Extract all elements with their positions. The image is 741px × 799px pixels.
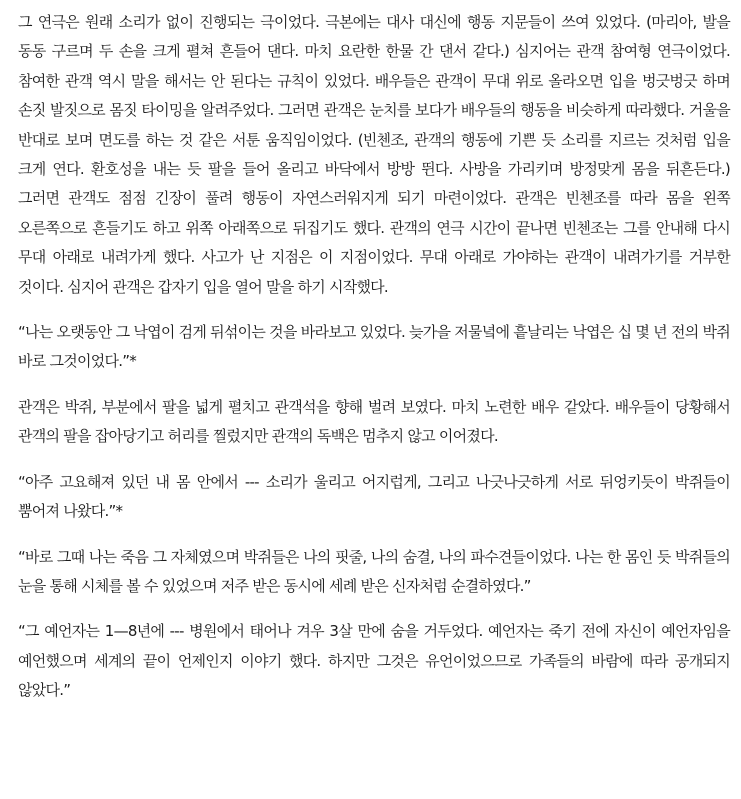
paragraph-quote-leaves: “나는 오랫동안 그 낙엽이 검게 뒤섞이는 것을 바라보고 있었다. 늦가을 저물녘에 흩날리는 낙엽은 십 몇 년 전의 박쥐 바로 그것이었다.”* [18,323,730,371]
article-body [18,8,730,706]
paragraph-quote-bats: “아주 고요해져 있던 내 몸 안에서 --- 소리가 울리고 어지럽게, 그리고 나긋나긋하게 서로 뒤엉키듯이 박쥐들이 뿜어져 나왔다.”* [18,472,730,521]
paragraph-quote-prophet: “그 예언자는 1—8년에 --- 병원에서 태어나 겨우 3살 만에 숨을 거두었다. 예언자는 죽기 전에 자신이 예언자임을 예언했으며 세계의 끝이 언제인지 이야기 했다. 하지만 그것은 유언이었으므로 가족들의 바람에 따라 공개되지 않았다.” [18,622,730,700]
paragraph-play-description: 그 연극은 원래 소리가 없이 진행되는 극이었다. 극본에는 대사 대신에 행동 지문들이 쓰여 있었다. (마리아, 발을 동동 구르며 두 손을 크게 펼쳐 흔들어 댄다. 마치 요란한 한물 간 댄서 같다.) 심지어는 관객 참여형 연극이었다. 참여한 관객 역시 말을 해서는 안 된다는 규칙이 있었다. 배우들은 관객이 무대 위로 올라오면 입을 벙긋벙긋 하며 손짓 발짓으로 몸짓 타이밍을 알려주었다. 그러면 관객은 눈치를 보다가 배우들의 행동을 비슷하게 따라했다. 거울을 반대로 보며 면도를 하는 것 같은 서툰 움직임이었다. (빈첸조, 관객의 행동에 기쁜 듯 소리를 지르는 것처럼 입을 크게 연다. 환호성을 내는 듯 팔을 들어 올리고 바닥에서 방방 뛴다. 사방을 가리키며 방정맞게 몸을 뒤흔든다.) 그러면 관객도 점점 긴장이 풀려 행동이 자연스러워지게 되기 마련이었다. 관객은 빈첸조를 따라 몸을 왼쪽 오른쪽으로 흔들기도 하고 위쪽 아래쪽으로 뒤집기도 했다. 관객의 연극 시간이 끝나면 빈첸조는 그를 안내해 다시 무대 아래로 내려가게 했다. 사고가 난 지점은 이 지점이었다. 무대 아래로 가야하는 관객이 내려가기를 거부한 것이다. 심지어 관객은 갑자기 입을 열어 말을 하기 시작했다. [18,13,730,296]
paragraph-quote-death: “바로 그때 나는 죽음 그 자체였으며 박쥐들은 나의 핏줄, 나의 숨결, 나의 파수견들이었다. 나는 한 몸인 듯 박쥐들의 눈을 통해 시체를 볼 수 있었으며 저주 받은 동시에 세례 받은 신자처럼 순결하였다.” [18,547,730,595]
paragraph-audience-action: 관객은 박쥐, 부분에서 팔을 넓게 펼치고 관객석을 향해 벌려 보였다. 마치 노련한 배우 같았다. 배우들이 당황해서 관객의 팔을 잡아당기고 허리를 찔렀지만 관객의 독백은 멈추지 않고 이어졌다. [18,397,730,446]
